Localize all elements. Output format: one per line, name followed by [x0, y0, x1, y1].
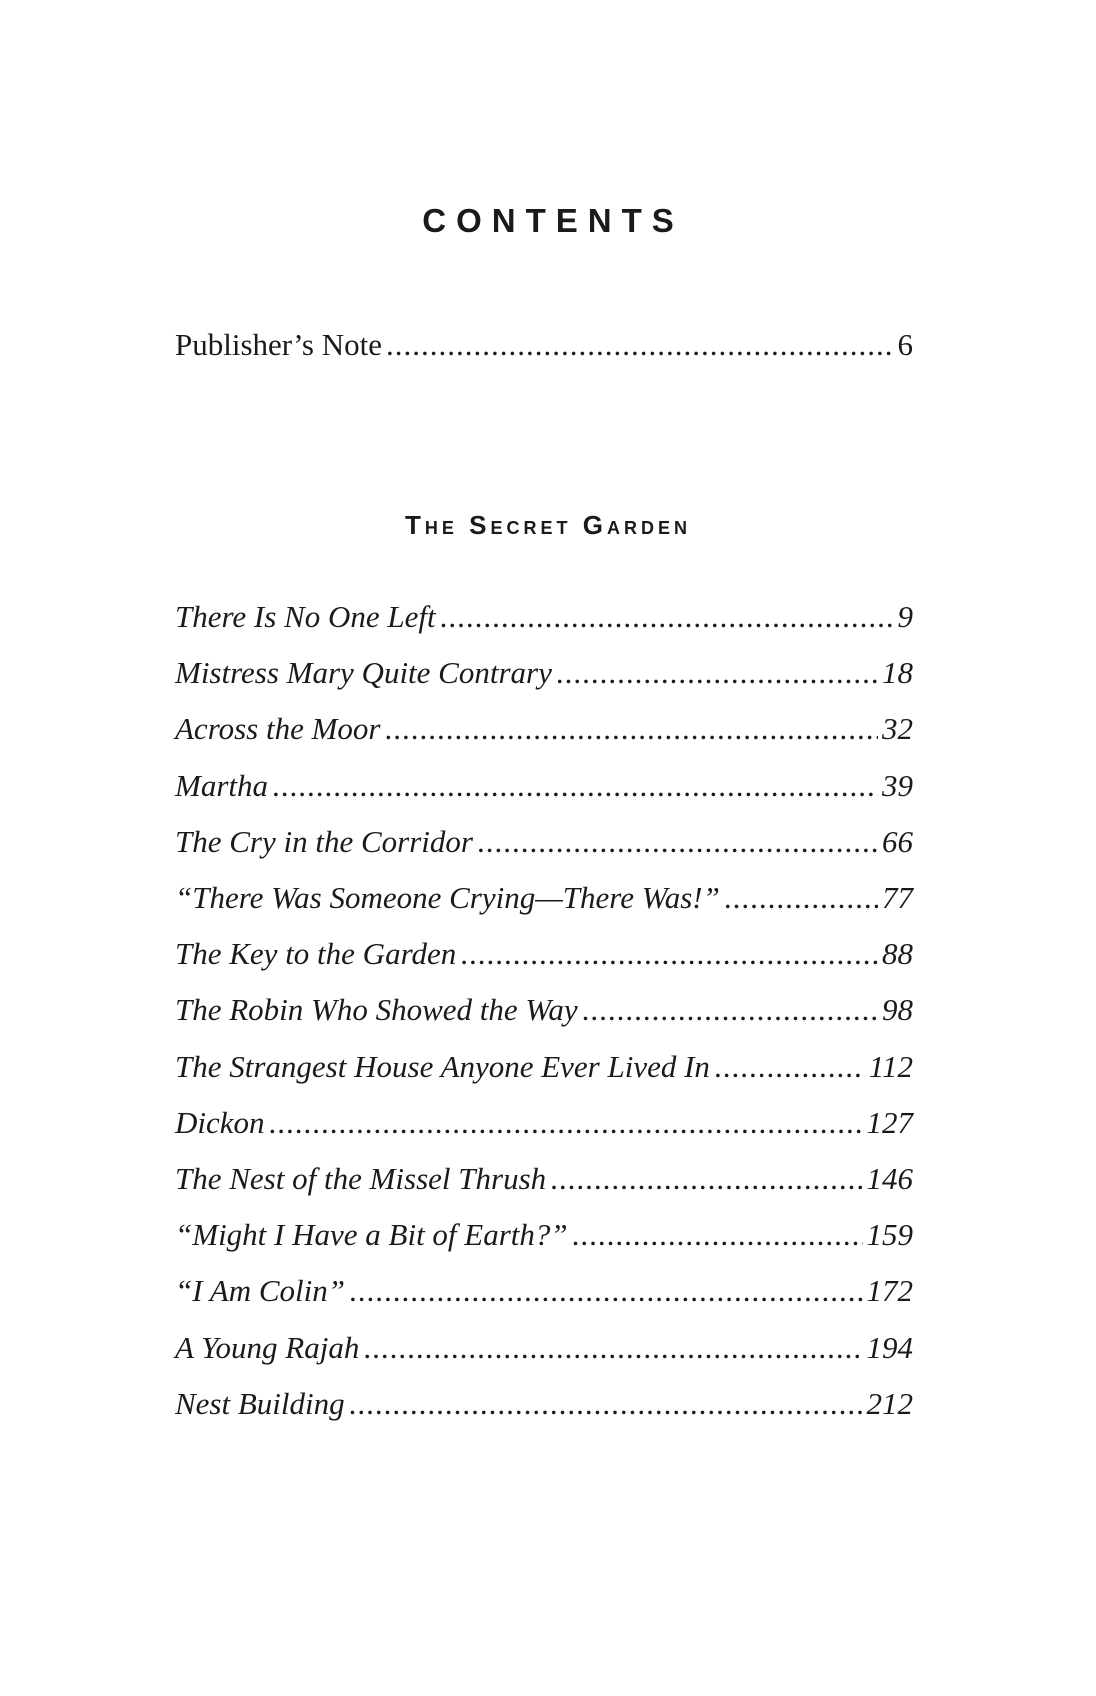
- dot-leader: [269, 1103, 863, 1143]
- toc-entry-title: There Is No One Left: [175, 599, 436, 634]
- toc-entry-page: 9: [897, 599, 913, 634]
- toc-entry-title: The Cry in the Corridor: [175, 824, 473, 859]
- dot-leader: [349, 1384, 863, 1424]
- toc-entry-chapter: [175, 597, 913, 637]
- toc-entry-chapter: [175, 709, 913, 749]
- toc-entry-page: 146: [866, 1161, 913, 1196]
- toc-entry-page: 98: [882, 992, 913, 1027]
- toc-entry-page: 159: [866, 1217, 913, 1252]
- dot-leader: [477, 822, 878, 862]
- toc-entry-page: 172: [866, 1273, 913, 1308]
- dot-leader: [460, 934, 878, 974]
- dot-leader: [440, 597, 894, 637]
- toc-entry-page: 212: [866, 1386, 913, 1421]
- toc-entry-title: “Might I Have a Bit of Earth?”: [175, 1217, 568, 1252]
- toc-entry-title: “I Am Colin”: [175, 1273, 345, 1308]
- toc-entry-title: “There Was Someone Crying—There Was!”: [175, 880, 720, 915]
- dot-leader: [582, 990, 878, 1030]
- toc-entry-page: 18: [882, 655, 913, 690]
- toc-entry-page: 66: [882, 824, 913, 859]
- toc-entry-page: 194: [866, 1330, 913, 1365]
- dot-leader: [572, 1215, 863, 1255]
- toc-entry-page: 127: [866, 1105, 913, 1140]
- toc-entry-page: 6: [897, 327, 913, 362]
- toc-entry-chapter: [175, 1384, 913, 1424]
- dot-leader: [556, 653, 878, 693]
- dot-leader: [385, 709, 879, 749]
- contents-heading: CONTENTS: [422, 202, 684, 239]
- toc-entry-chapter: [175, 878, 913, 918]
- section-heading: The Secret Garden: [405, 510, 691, 540]
- dot-leader: [349, 1271, 863, 1311]
- toc-entry-title: Nest Building: [175, 1386, 345, 1421]
- dot-leader: [363, 1328, 862, 1368]
- toc-entry-chapter: [175, 1271, 913, 1311]
- toc-entry-title: The Nest of the Missel Thrush: [175, 1161, 547, 1196]
- toc-entry-title: Mistress Mary Quite Contrary: [175, 655, 552, 690]
- toc-entry-chapter: [175, 766, 913, 806]
- toc-entry-chapter: [175, 1047, 913, 1087]
- toc-entry-page: 39: [882, 768, 913, 803]
- toc-entry-page: 112: [868, 1049, 913, 1084]
- toc-entry-chapter: [175, 822, 913, 862]
- toc-entry-chapter: [175, 990, 913, 1030]
- toc-entry-chapter: [175, 1159, 913, 1199]
- toc-entry-page: 32: [882, 711, 913, 746]
- toc-entry-page: 88: [882, 936, 913, 971]
- toc-entry-chapter: [175, 1215, 913, 1255]
- dot-leader: [714, 1047, 865, 1087]
- toc-entry-title: Publisher’s Note: [175, 327, 382, 362]
- toc-entry-title: The Strangest House Anyone Ever Lived In: [175, 1049, 710, 1084]
- toc-entry-chapter: [175, 1103, 913, 1143]
- toc-entry-chapter: [175, 1328, 913, 1368]
- toc-entry-title: Dickon: [175, 1105, 265, 1140]
- toc-entry-chapter: [175, 653, 913, 693]
- toc-entry-publishers-note: [175, 325, 913, 365]
- dot-leader: [550, 1159, 862, 1199]
- toc-entry-title: The Robin Who Showed the Way: [175, 992, 578, 1027]
- dot-leader: [386, 325, 894, 365]
- toc-entry-title: Martha: [175, 768, 268, 803]
- toc-entry-title: A Young Rajah: [175, 1330, 360, 1365]
- dot-leader: [724, 878, 878, 918]
- toc-entry-title: The Key to the Garden: [175, 936, 457, 971]
- dot-leader: [272, 766, 878, 806]
- toc-entry-chapter: [175, 934, 913, 974]
- toc-entry-title: Across the Moor: [175, 711, 381, 746]
- toc-entry-page: 77: [882, 880, 913, 915]
